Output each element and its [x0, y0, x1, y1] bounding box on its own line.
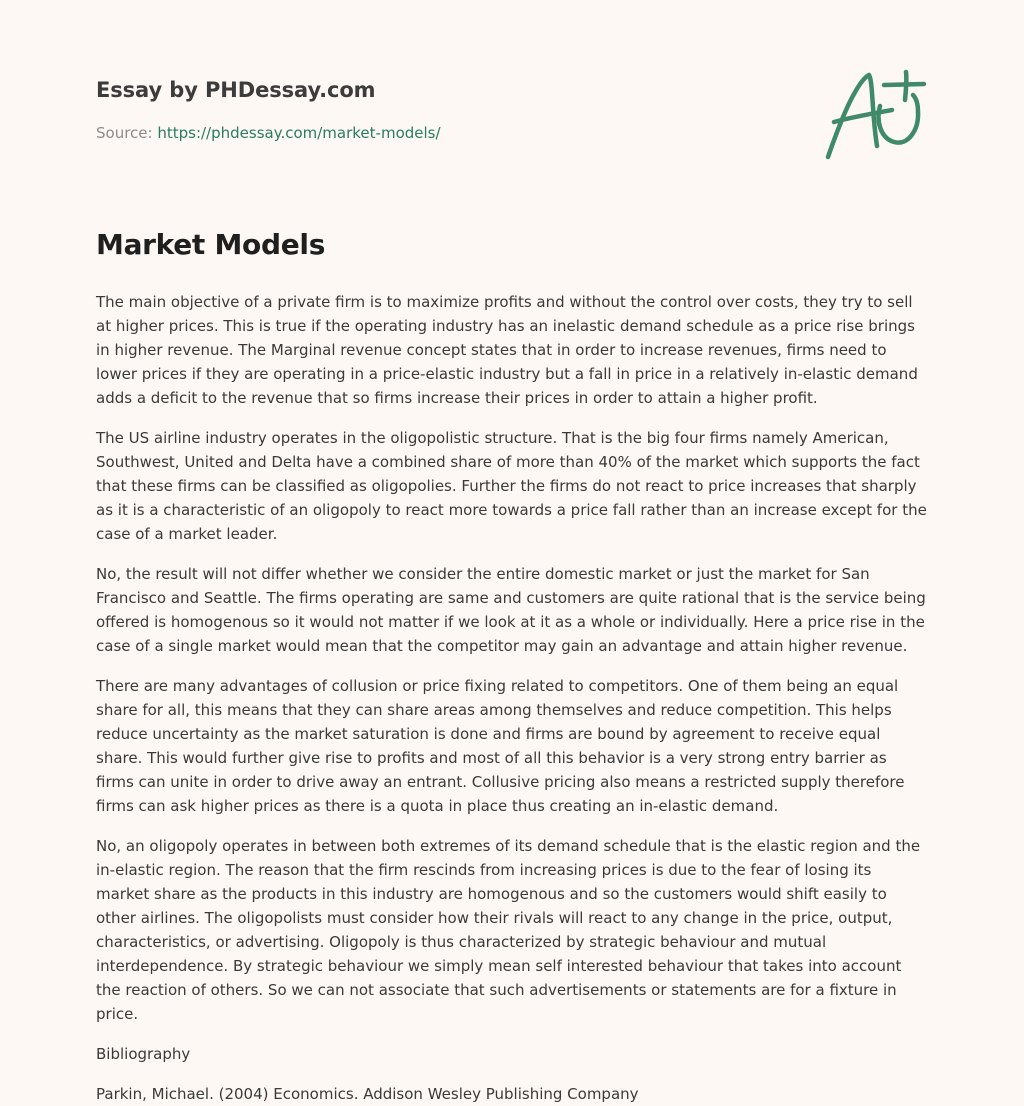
source-line [96, 123, 441, 143]
bibliography-heading: Bibliography [96, 1045, 191, 1063]
a-plus-logo-icon [824, 68, 928, 164]
essay-paragraph: No, an oligopoly operates in between both extremes of its demand schedule that is the elastic region and the in-elastic region. The reason that the firm rescinds from increasing prices is due to the fear of losing its market share as the products in this industry are homogenous and so the customers would shift easily to other airlines. The oligopolists must consider how their rivals will react to any change in the price, output, characteristics, or advertising. Oligopoly is thus characterized by strategic behaviour and mutual interdependence. By strategic behaviour we simply mean self interested behaviour that takes into account the reaction of others. So we can not associate that such advertisements or statements are for a fixture in price. [96, 837, 921, 1023]
bibliography-section [96, 1042, 928, 1106]
bibliography-entry: Parkin, Michael. (2004) Economics. Addison Wesley Publishing Company [96, 1085, 639, 1103]
source-label: Source: [96, 124, 158, 142]
page-header [96, 0, 928, 198]
site-title: Essay by PHDessay.com [96, 78, 376, 102]
essay-paragraph: No, the result will not differ whether we consider the entire domestic market or just the market for San Francisco and Seattle. The firms operating are same and customers are quite rational that is the service being offered is homogenous so it would not matter if we look at it as a whole or individually. Here a price rise in the case of a single market would mean that the competitor may gain an advantage and attain higher revenue. [96, 565, 926, 655]
essay-title: Market Models [96, 228, 326, 261]
source-link[interactable]: https://phdessay.com/market-models/ [157, 124, 441, 142]
essay-paragraph: There are many advantages of collusion or price fixing related to competitors. One of them being an equal share for all, this means that they can share areas among themselves and reduce competition. This helps reduce uncertainty as the market saturation is done and firms are bound by agreement to receive equal share. This would further give rise to profits and most of all this behavior is a very strong entry barrier as firms can unite in order to drive away an entrant. Collusive pricing also means a restricted supply therefore firms can ask higher prices as there is a quota in place thus creating an in-elastic demand. [96, 677, 905, 815]
essay-paragraph: The main objective of a private firm is to maximize profits and without the control over costs, they try to sell at higher prices. This is true if the operating industry has an inelastic demand schedule as a price rise brings in higher revenue. The Marginal revenue concept states that in order to increase revenues, firms need to lower prices if they are operating in a price-elastic industry but a fall in price in a relatively in-elastic demand adds a deficit to the revenue that so firms increase their prices in order to attain a higher profit. [96, 293, 918, 407]
essay-body [96, 290, 928, 1026]
essay-paragraph: The US airline industry operates in the oligopolistic structure. That is the big four firms namely American, Southwest, United and Delta have a combined share of more than 40% of the market which supports the fact that these firms can be classified as oligopolies. Further the firms do not react to price increases that sharply as it is a characteristic of an oligopoly to react more towards a price fall rather than an increase except for the case of a market leader. [96, 429, 927, 543]
